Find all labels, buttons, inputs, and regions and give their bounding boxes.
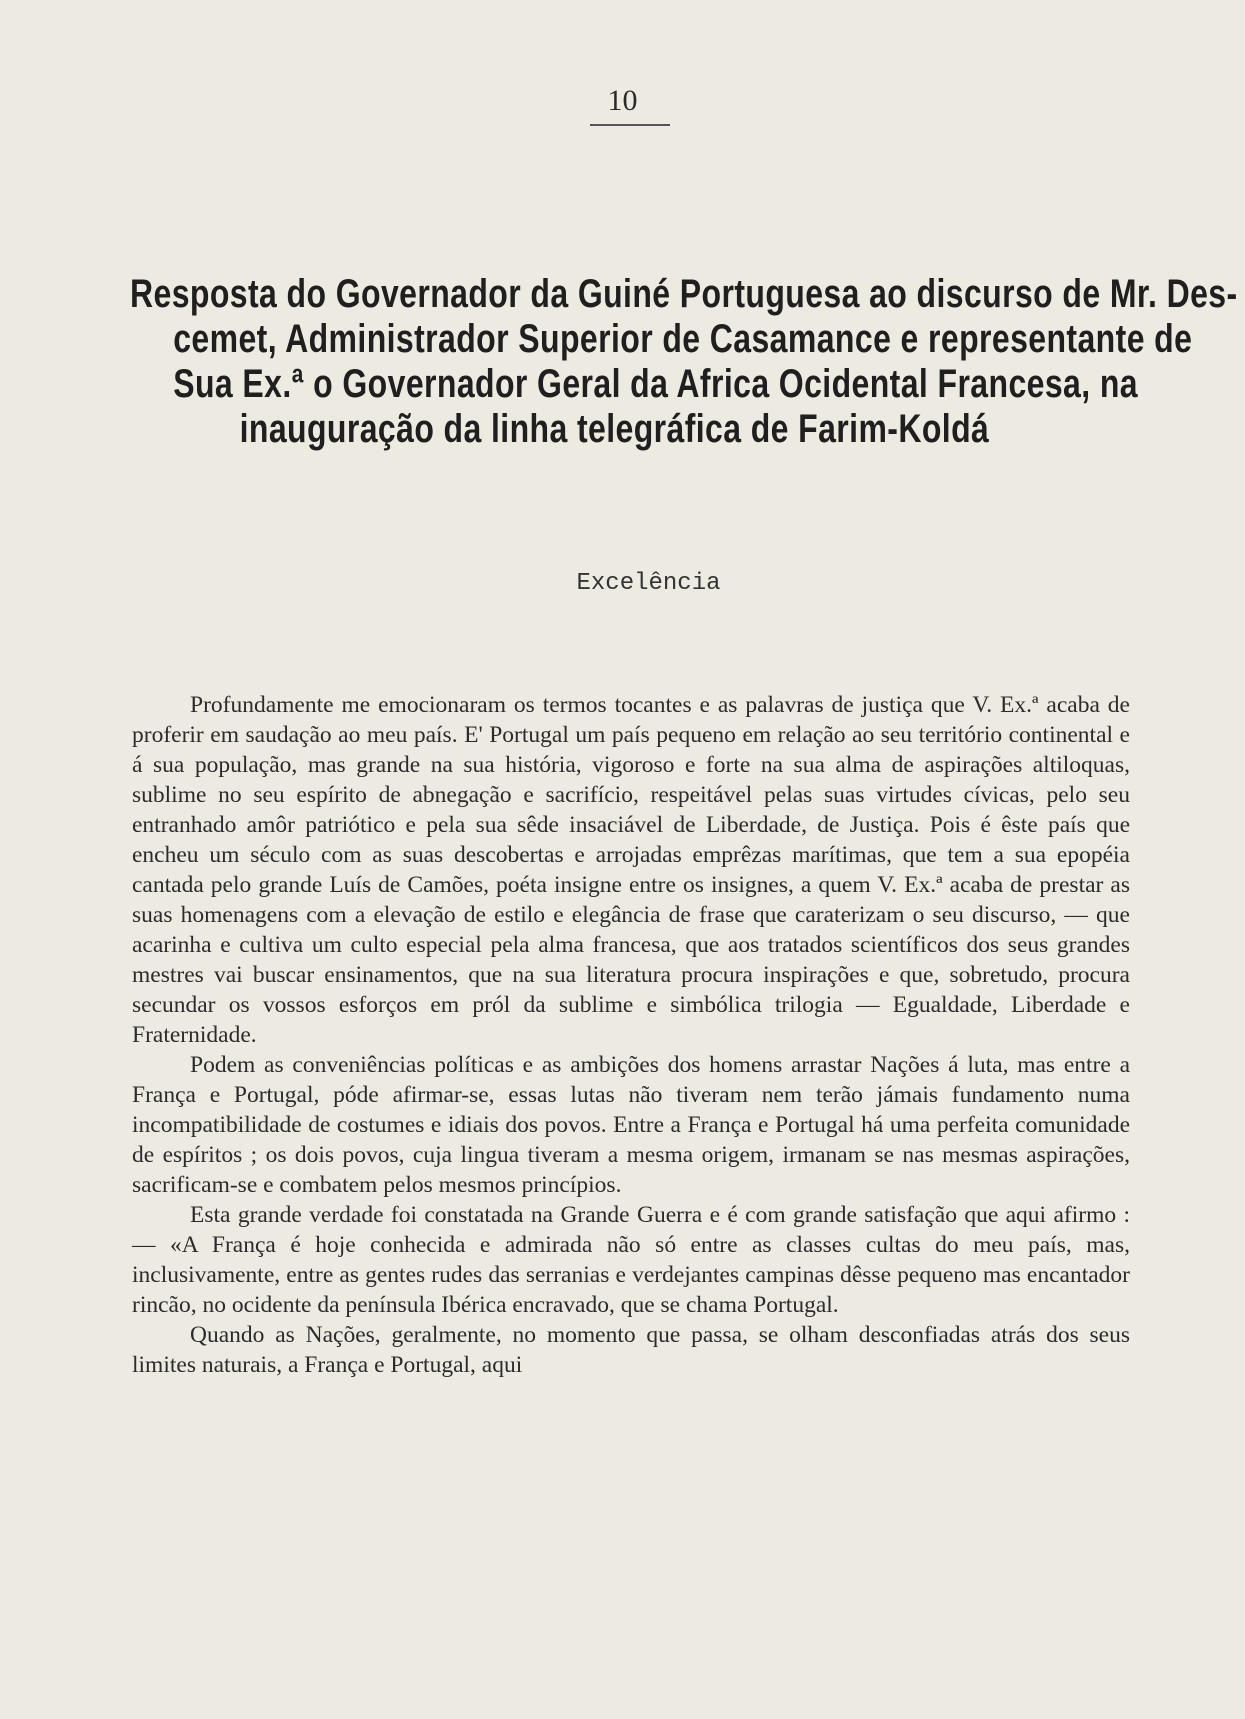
- title-line-1: Resposta do Governador da Guiné Portuguesa ao discurso de Mr. Des-: [130, 272, 1238, 316]
- body-text: [132, 690, 1130, 1380]
- title-line-3: Sua Ex.ª o Governador Geral da Africa Ocidental Francesa, na: [173, 362, 1138, 406]
- page-number-underline: [590, 124, 670, 126]
- page-number: 10: [607, 84, 638, 117]
- salutation: Excelência: [576, 570, 721, 597]
- document-title: [130, 272, 1238, 452]
- paragraph-1: Profundamente me emocionaram os termos tocantes e as palavras de justiça que V. Ex.ª acaba de proferir em saudação ao meu país. E' Portugal um país pequeno em relação ao seu território continental e á sua população, mas grande na sua história, vigoroso e forte na sua alma de aspirações altiloquas, sublime no seu espírito de abnegação e sacrifício, respeitável pelas suas virtudes cívicas, pelo seu entranhado amôr patriótico e pela sua sêde insaciável de Liberdade, de Justiça. Pois é êste país que encheu um século com as suas descobertas e arrojadas emprêzas marítimas, que tem a sua epopéia cantada pelo grande Luís de Camões, poéta insigne entre os insignes, a quem V. Ex.ª acaba de prestar as suas homenagens com a elevação de estilo e elegância de frase que caraterizam o seu discurso, — que acarinha e cultiva um culto especial pela alma francesa, que aos tratados scientíficos dos seus grandes mestres vai buscar ensinamentos, que na sua literatura procura inspirações e que, sobretudo, procura secundar os vossos esforços em pról da sublime e simbólica trilogia — Egualdade, Liberdade e Fraternidade.: [132, 692, 1130, 1048]
- paragraph-2: Podem as conveniências políticas e as ambições dos homens arrastar Nações á luta, mas entre a França e Portugal, póde afirmar-se, essas lutas não tiveram nem terão jámais fundamento numa incompatibilidade de costumes e idiais dos povos. Entre a França e Portugal há uma perfeita comunidade de espíritos ; os dois povos, cuja lingua tiveram a mesma origem, irmanam se nas mesmas aspirações, sacrificam-se e combatem pelos mesmos princípios.: [132, 1052, 1130, 1198]
- title-line-4: inauguração da linha telegráfica de Farim-Koldá: [239, 407, 990, 451]
- paragraph-4: Quando as Nações, geralmente, no momento que passa, se olham desconfiadas atrás dos seus limites naturais, a França e Portugal, aqui: [132, 1322, 1130, 1378]
- paragraph-3: Esta grande verdade foi constatada na Grande Guerra e é com grande satisfação que aqui afirmo : — «A França é hoje conhecida e admirada não só entre as classes cultas do meu país, mas, inclusivamente, entre as gentes rudes das serranias e verdejantes campinas dêsse pequeno mas encantador rincão, no ocidente da península Ibérica encravado, que se chama Portugal.: [132, 1202, 1130, 1318]
- title-line-2: cemet, Administrador Superior de Casamance e representante de: [173, 317, 1193, 361]
